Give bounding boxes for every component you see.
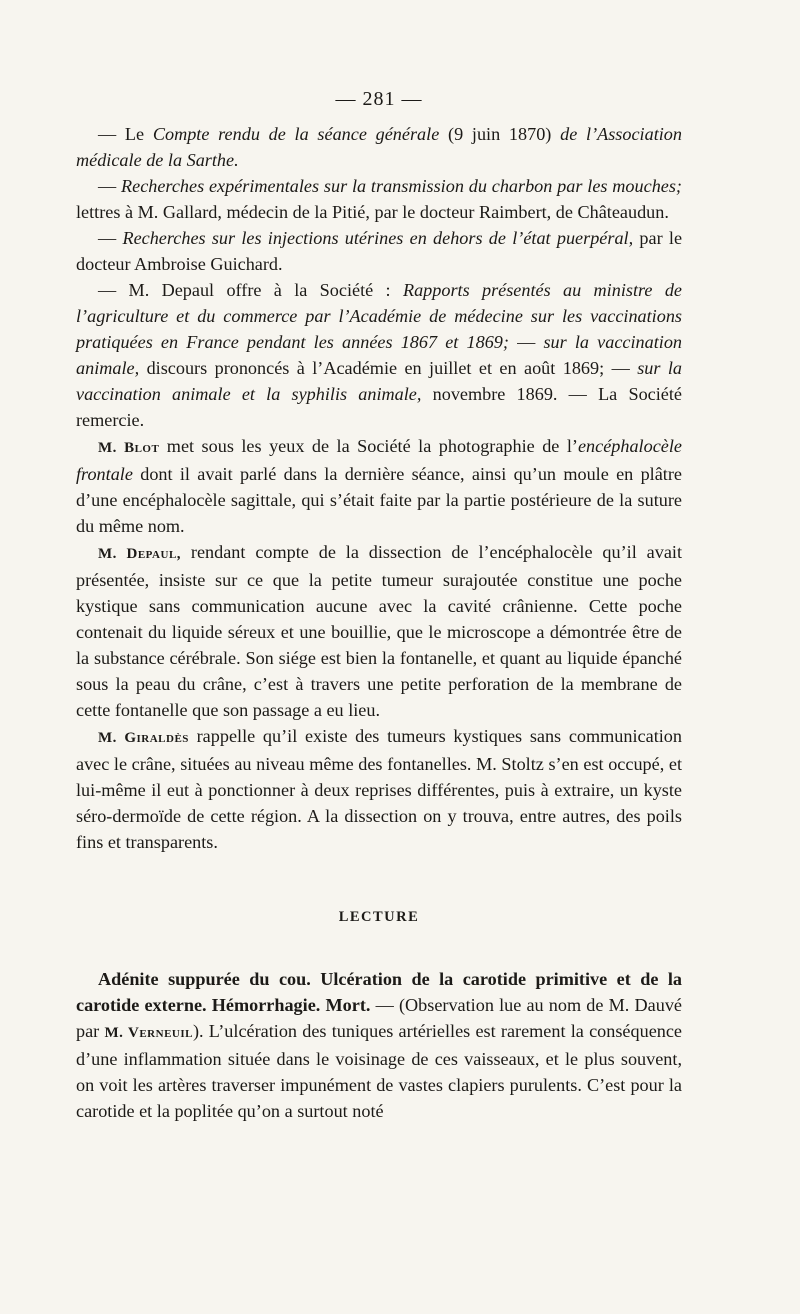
italic-term: encéphalocèle frontale	[76, 436, 682, 484]
paragraph-depaul-offre	[76, 277, 682, 433]
text-run: discours prononcés à l’Académie en juillet et en août 1869; —	[139, 358, 638, 378]
text-run: met sous les yeux de la Société la photographie de l’	[159, 436, 578, 456]
paragraph-lecture	[76, 966, 682, 1124]
section-heading: LECTURE	[338, 909, 420, 925]
speaker-name: M. Blot	[98, 440, 160, 456]
text-run: (9 juin 1870)	[439, 124, 561, 144]
text-run: dont il avait parlé dans la dernière séance, ainsi qu’un moule en plâtre d’une encéphalocèle sagittale, qui s’était faite par la partie postérieure de la suture du même nom.	[76, 464, 682, 536]
observation-title: Adénite suppurée du cou. Ulcération de la carotide primitive et de la carotide externe. Hémorrhagie. Mort.	[76, 969, 682, 1015]
paragraph-injections-uterines	[76, 225, 682, 277]
italic-title: sur la vaccination animale et la syphilis animale,	[76, 358, 682, 404]
text-run: rendant compte de la dissection de l’encéphalocèle qu’il avait présentée, insiste sur ce que la petite tumeur surajoutée constitue une poche kystique sans communication aucune avec la cavité crânienne. Cette poche contenait du liquide séreux et une bouillie, que le microscope a démontrée être de la substance cérébrale. Son siége est bien la fontanelle, et quant au liquide épanché sous la peau du crâne, c’est à travers une petite perforation de la membrane de cette fontanelle que son passage a eu lieu.	[76, 542, 682, 720]
speaker-name: M. Giraldès	[98, 730, 189, 746]
text-run: —	[508, 332, 544, 352]
text-run: —	[98, 228, 123, 248]
paragraph-giraldes	[76, 723, 682, 855]
document-page	[76, 88, 682, 1124]
paragraph-compte-rendu	[76, 121, 682, 173]
text-run: par le docteur Ambroise Guichard.	[76, 228, 683, 274]
italic-title: Recherches expérimentales sur la transmission du charbon par les mouches;	[121, 176, 682, 196]
paragraph-recherches-charbon	[76, 173, 682, 225]
italic-title: Compte rendu de la séance générale	[152, 124, 440, 144]
text-run: lettres à M. Gallard, médecin de la Pitié, par le docteur Raimbert, de Châteaudun.	[76, 202, 669, 222]
paragraph-depaul	[76, 539, 682, 723]
text-run: novembre 1869. — La Société remercie.	[76, 384, 682, 430]
text-run: rappelle qu’il existe des tumeurs kystiques sans communication avec le crâne, situées au niveau même des fontanelles. M. Stoltz s’en est occupé, et lui-même il eut à ponctionner à deux reprises différentes, puis à extraire, un kyste séro-dermoïde de cette région. A la dissection on y trouva, entre autres, des poils fins et transparents.	[76, 726, 682, 852]
text-run: — M. Depaul offre à la Société :	[98, 280, 403, 300]
italic-title: de l’Association médicale de la Sarthe.	[76, 124, 682, 170]
speaker-name: M. Depaul,	[98, 546, 182, 562]
text-run: —	[98, 176, 122, 196]
text-run: ). L’ulcération des tuniques artérielles est rarement la conséquence d’une inflammation située dans le voisinage de ces vaisseaux, et le plus souvent, on voit les artères traverser impunément de vastes clapiers purulents. C’est pour la carotide et la poplitée qu’on a surtout noté	[76, 1021, 683, 1121]
italic-title: sur la vaccination animale,	[76, 332, 683, 378]
text-run: — Le	[98, 124, 153, 144]
italic-title: Recherches sur les injections utérines en dehors de l’état puerpéral,	[122, 228, 634, 248]
italic-title: Rapports présentés au ministre de l’agriculture et du commerce par l’Académie de médecine sur les vaccinations pratiquées en France pendant les années 1867 et 1869;	[76, 280, 682, 352]
speaker-name: M. Verneuil	[104, 1025, 193, 1041]
text-run: — (Observation lue au nom de M. Dauvé par	[76, 995, 682, 1041]
page-number: — 281 —	[335, 88, 423, 110]
paragraph-blot	[76, 433, 682, 539]
